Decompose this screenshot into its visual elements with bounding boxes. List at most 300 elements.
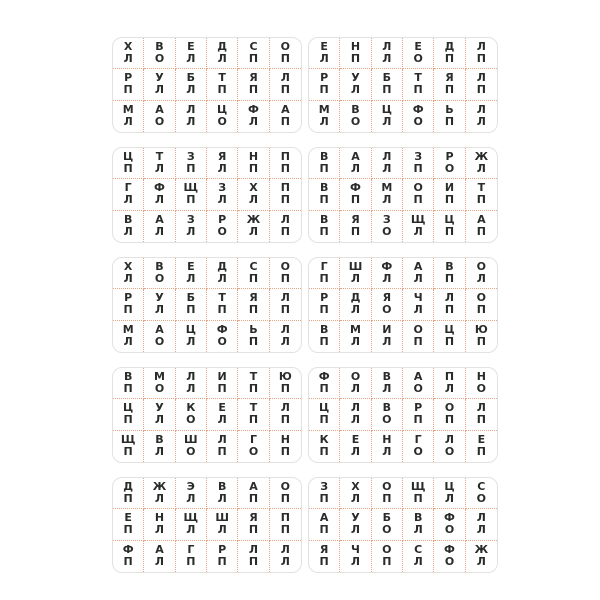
letter-bottom: Л	[154, 193, 165, 207]
letter-bottom: П	[382, 83, 392, 97]
letter-bottom: О	[154, 382, 165, 396]
letter-bottom: О	[413, 52, 423, 66]
letter-top: Ш	[215, 511, 229, 525]
letter-bottom: О	[186, 413, 196, 427]
letter-bottom: Л	[382, 52, 392, 66]
letter-cell	[113, 258, 144, 289]
letter-bottom: П	[319, 303, 329, 317]
letter-top: Р	[124, 71, 133, 85]
letter-bottom: Л	[217, 413, 227, 427]
letter-cell	[309, 289, 340, 320]
letter-top: Е	[124, 511, 132, 525]
letter-top: Ц	[123, 150, 134, 164]
letter-cell	[207, 509, 238, 540]
letter-cell	[340, 509, 371, 540]
letter-top: Х	[123, 40, 133, 54]
letter-cell	[340, 148, 371, 179]
letter-top: К	[319, 433, 329, 447]
letter-top: Л	[280, 213, 290, 227]
letter-bottom: Л	[413, 523, 423, 537]
letter-bottom: П	[319, 523, 329, 537]
letter-top: В	[217, 480, 227, 494]
letter-cell	[144, 211, 175, 242]
letter-top: В	[155, 260, 164, 274]
letter-top: Ф	[381, 260, 393, 274]
letter-bottom: Л	[413, 272, 423, 286]
letter-bottom: Л	[476, 162, 486, 176]
letter-cell	[403, 509, 434, 540]
letter-top: Л	[186, 370, 196, 384]
letter-bottom: Л	[123, 272, 133, 286]
letter-top: З	[414, 150, 423, 164]
letter-cell	[434, 148, 465, 179]
letter-cell	[372, 509, 403, 540]
letter-cell	[403, 289, 434, 320]
letter-cell	[113, 69, 144, 100]
letter-bottom: Л	[154, 523, 165, 537]
letter-cell	[434, 541, 465, 572]
letter-top: О	[413, 181, 423, 195]
letter-bottom: П	[248, 335, 259, 349]
letter-bottom: Л	[350, 83, 361, 97]
letter-cell	[144, 478, 175, 509]
letter-cell	[466, 148, 497, 179]
letter-top: Г	[249, 433, 257, 447]
letter-cell	[372, 321, 403, 352]
letter-top: Ж	[246, 213, 261, 227]
letter-top: Ц	[319, 401, 330, 415]
letter-top: А	[351, 150, 360, 164]
letter-top: Ю	[474, 323, 488, 337]
letter-bottom: П	[280, 445, 290, 459]
letter-cell	[270, 368, 301, 399]
letter-bottom: Л	[413, 225, 423, 239]
letter-bottom: Л	[186, 272, 196, 286]
letter-cell	[176, 101, 207, 132]
letter-cell	[372, 69, 403, 100]
letter-top: А	[477, 213, 486, 227]
letter-cell	[372, 101, 403, 132]
letter-cell	[176, 321, 207, 352]
letter-bottom: П	[123, 413, 133, 427]
letter-bottom: Л	[217, 272, 227, 286]
letter-bottom: П	[444, 52, 455, 66]
letter-top: О	[382, 480, 392, 494]
letter-cell	[176, 289, 207, 320]
letter-cell	[176, 258, 207, 289]
letter-cell	[270, 541, 301, 572]
letter-cell	[466, 368, 497, 399]
letter-bottom: Л	[476, 523, 486, 537]
letter-cell	[434, 289, 465, 320]
letter-bottom: Л	[123, 52, 133, 66]
letter-bottom: П	[319, 335, 329, 349]
letter-bottom: П	[280, 83, 290, 97]
letter-top: Б	[186, 291, 196, 305]
letter-bottom: П	[280, 382, 290, 396]
letter-bottom: П	[280, 303, 290, 317]
letter-cell	[144, 368, 175, 399]
letter-bottom: Л	[186, 52, 196, 66]
letter-top: Н	[248, 150, 259, 164]
letter-top: Л	[476, 71, 486, 85]
letter-bottom: П	[476, 413, 486, 427]
letter-top: Л	[248, 543, 259, 557]
letter-cell	[309, 478, 340, 509]
letter-top: Е	[351, 433, 360, 447]
letter-top: Ф	[248, 103, 259, 117]
letter-bottom: Л	[186, 83, 196, 97]
letter-top: Л	[280, 543, 290, 557]
letter-cell	[238, 38, 269, 69]
letter-cell	[434, 431, 465, 462]
letter-bottom: Л	[123, 335, 133, 349]
letter-cell	[238, 179, 269, 210]
letter-bottom: П	[476, 52, 486, 66]
letter-cell	[144, 38, 175, 69]
letter-cell	[466, 69, 497, 100]
letter-bottom: Л	[350, 413, 361, 427]
letter-cell	[434, 211, 465, 242]
letter-cell	[372, 541, 403, 572]
letter-cell	[270, 69, 301, 100]
letter-top: Т	[155, 150, 164, 164]
letter-cell	[372, 179, 403, 210]
letter-top: Ь	[249, 323, 258, 337]
letter-cell	[372, 478, 403, 509]
letter-cell	[434, 101, 465, 132]
letter-top: Щ	[410, 213, 426, 227]
letter-top: Щ	[120, 433, 136, 447]
letter-bottom: О	[444, 445, 455, 459]
letter-top: А	[155, 103, 164, 117]
letter-top: Г	[320, 260, 328, 274]
letter-cell	[113, 289, 144, 320]
letter-top: Б	[382, 511, 392, 525]
letter-cell	[372, 211, 403, 242]
letter-bottom: О	[382, 225, 392, 239]
letter-top: М	[122, 323, 134, 337]
letter-bottom: П	[476, 335, 486, 349]
letter-bottom: О	[248, 445, 259, 459]
letter-top: Г	[124, 181, 132, 195]
letter-top: Щ	[183, 511, 199, 525]
letter-cell	[176, 148, 207, 179]
letter-cell	[309, 321, 340, 352]
letter-top: В	[155, 433, 164, 447]
letter-cell	[309, 431, 340, 462]
letter-top: И	[217, 370, 227, 384]
letter-top: Р	[320, 291, 329, 305]
letter-bottom: П	[444, 225, 455, 239]
letter-top: Л	[280, 291, 290, 305]
letter-bottom: Л	[350, 555, 361, 569]
letter-cell	[238, 478, 269, 509]
letter-top: И	[444, 181, 455, 195]
letter-top: Ц	[217, 103, 228, 117]
letter-cell	[144, 541, 175, 572]
letter-top: Ш	[348, 260, 363, 274]
letter-bottom: П	[123, 492, 133, 506]
letter-top: М	[318, 103, 330, 117]
letter-cell	[270, 431, 301, 462]
letter-top: Н	[476, 370, 486, 384]
letter-top: У	[155, 71, 164, 85]
letter-bottom: Л	[186, 492, 196, 506]
letter-top: Л	[217, 433, 227, 447]
letter-bottom: О	[413, 382, 423, 396]
letter-cell	[403, 258, 434, 289]
letter-cell	[207, 289, 238, 320]
letter-top: Е	[414, 40, 422, 54]
letter-top: В	[382, 401, 392, 415]
letter-top: А	[319, 511, 329, 525]
letter-top: З	[186, 150, 195, 164]
letter-bottom: П	[280, 115, 290, 129]
letter-cell	[113, 38, 144, 69]
letter-top: В	[351, 103, 360, 117]
letter-bottom: Л	[413, 303, 423, 317]
letter-bottom: П	[476, 225, 486, 239]
letter-bottom: О	[413, 115, 423, 129]
letter-cell	[340, 478, 371, 509]
letter-cell	[270, 211, 301, 242]
letter-cell	[403, 368, 434, 399]
letter-cell	[270, 148, 301, 179]
letter-top: Я	[249, 511, 258, 525]
letter-cell	[434, 478, 465, 509]
letter-top: Л	[476, 40, 486, 54]
letter-cell	[270, 289, 301, 320]
letter-bottom: Л	[154, 83, 165, 97]
letter-bottom: П	[413, 492, 423, 506]
letter-cell	[207, 399, 238, 430]
letter-cell	[207, 321, 238, 352]
letter-top: Г	[414, 433, 422, 447]
letter-bottom: О	[382, 303, 392, 317]
letter-cell	[434, 69, 465, 100]
letter-cell	[113, 509, 144, 540]
letter-top: Ф	[318, 370, 330, 384]
letter-top: Ф	[444, 543, 455, 557]
letter-bottom: Л	[217, 52, 227, 66]
letter-cell	[466, 38, 497, 69]
letter-bottom: П	[444, 272, 455, 286]
letter-cell	[207, 478, 238, 509]
letter-cell	[372, 258, 403, 289]
letter-cell	[466, 289, 497, 320]
letter-cell	[238, 431, 269, 462]
letter-cell	[176, 69, 207, 100]
letter-bottom: П	[123, 83, 133, 97]
letter-top: В	[413, 511, 423, 525]
letter-top: Я	[351, 213, 360, 227]
letter-bottom: П	[186, 303, 196, 317]
letter-bottom: П	[248, 523, 259, 537]
letter-top: Д	[217, 40, 228, 54]
letter-bottom: П	[382, 492, 392, 506]
letter-top: Р	[414, 401, 423, 415]
letter-cell	[176, 509, 207, 540]
letter-top: Л	[280, 401, 290, 415]
letter-bottom: Л	[350, 303, 361, 317]
letter-top: В	[319, 150, 329, 164]
letter-bottom: П	[319, 83, 329, 97]
letter-bottom: Л	[476, 115, 486, 129]
letter-cell	[144, 431, 175, 462]
letter-top: О	[413, 323, 423, 337]
letter-cell	[309, 38, 340, 69]
letter-bottom: П	[413, 83, 423, 97]
letter-cell	[113, 101, 144, 132]
letter-top: Х	[123, 260, 133, 274]
letter-cell	[238, 148, 269, 179]
letter-cell	[144, 69, 175, 100]
letter-cell	[176, 38, 207, 69]
letter-cell	[270, 478, 301, 509]
letter-bottom: П	[350, 193, 361, 207]
letter-bottom: Л	[444, 492, 455, 506]
letter-bottom: Л	[382, 193, 392, 207]
letter-bottom: Л	[217, 492, 227, 506]
letter-card	[112, 477, 302, 573]
letter-top: Ф	[154, 181, 165, 195]
letter-bottom: П	[217, 83, 227, 97]
letter-cell	[207, 258, 238, 289]
letter-bottom: П	[413, 193, 423, 207]
letter-cell	[372, 289, 403, 320]
letter-top: В	[123, 213, 133, 227]
letter-bottom: П	[319, 445, 329, 459]
letter-top: Е	[187, 40, 195, 54]
letter-cell	[113, 431, 144, 462]
letter-cell	[238, 289, 269, 320]
letter-cell	[238, 368, 269, 399]
letter-top: М	[381, 181, 393, 195]
letter-bottom: Л	[382, 272, 392, 286]
letter-cell	[144, 101, 175, 132]
letter-top: У	[155, 291, 164, 305]
letter-cell	[144, 321, 175, 352]
letter-cell	[372, 431, 403, 462]
letter-bottom: Л	[413, 555, 423, 569]
letter-top: Е	[477, 433, 486, 447]
letter-bottom: Л	[280, 335, 290, 349]
letter-top: А	[249, 480, 258, 494]
letter-cell	[113, 211, 144, 242]
letter-cell	[238, 399, 269, 430]
letter-top: О	[280, 480, 290, 494]
letter-card	[112, 147, 302, 243]
letter-top: Т	[249, 370, 258, 384]
letter-bottom: П	[319, 193, 329, 207]
letter-cell	[466, 478, 497, 509]
letter-bottom: Л	[123, 193, 133, 207]
letter-bottom: П	[319, 413, 329, 427]
letter-bottom: П	[382, 555, 392, 569]
letter-top: Д	[350, 291, 361, 305]
letter-bottom: П	[248, 555, 259, 569]
letter-top: З	[186, 213, 195, 227]
letter-top: Т	[218, 71, 226, 85]
letter-top: Ч	[413, 291, 423, 305]
letter-top: У	[351, 511, 360, 525]
letter-bottom: П	[319, 555, 329, 569]
letter-top: Л	[280, 323, 290, 337]
letter-top: Р	[218, 543, 227, 557]
letter-cell	[466, 258, 497, 289]
letter-cell	[340, 211, 371, 242]
letter-cell	[466, 211, 497, 242]
letter-bottom: П	[123, 162, 133, 176]
letter-top: А	[155, 543, 164, 557]
letter-cell	[113, 179, 144, 210]
letter-top: Ж	[152, 480, 167, 494]
letter-top: П	[444, 370, 455, 384]
letter-cell	[238, 258, 269, 289]
letter-top: О	[444, 401, 455, 415]
letter-cell	[113, 478, 144, 509]
letter-bottom: Л	[350, 335, 361, 349]
letter-cell	[466, 541, 497, 572]
letter-cell	[207, 368, 238, 399]
letter-top: Н	[154, 511, 165, 525]
letter-top: А	[413, 370, 423, 384]
letter-bottom: П	[123, 303, 133, 317]
letter-bottom: П	[248, 162, 259, 176]
letter-card	[308, 367, 498, 463]
letter-bottom: П	[248, 492, 259, 506]
letter-top: Ж	[474, 150, 489, 164]
letter-cell	[372, 399, 403, 430]
letter-bottom: П	[280, 413, 290, 427]
letter-bottom: О	[154, 272, 165, 286]
letter-top: Л	[280, 71, 290, 85]
letter-bottom: Л	[217, 162, 227, 176]
letter-cell	[238, 211, 269, 242]
letter-top: О	[476, 260, 486, 274]
letter-top: Л	[444, 433, 455, 447]
letter-top: Д	[123, 480, 134, 494]
letter-cell	[270, 101, 301, 132]
letter-top: А	[413, 260, 423, 274]
letter-cell	[403, 541, 434, 572]
letter-top: П	[280, 150, 290, 164]
letter-bottom: П	[280, 162, 290, 176]
letter-bottom: Л	[350, 445, 361, 459]
letter-cell	[340, 289, 371, 320]
letter-cell	[176, 478, 207, 509]
letter-card	[112, 37, 302, 133]
letter-bottom: Л	[382, 445, 392, 459]
letter-cell	[340, 179, 371, 210]
letter-top: Л	[382, 40, 392, 54]
letter-cell	[238, 509, 269, 540]
letter-cell	[207, 101, 238, 132]
letter-top: С	[414, 543, 423, 557]
letter-top: Т	[477, 181, 486, 195]
letter-top: Я	[319, 543, 329, 557]
letter-cell	[309, 179, 340, 210]
letter-top: Е	[187, 260, 195, 274]
letter-top: У	[155, 401, 164, 415]
letter-bottom: П	[319, 272, 329, 286]
letter-bottom: О	[444, 523, 455, 537]
letter-bottom: О	[444, 555, 455, 569]
letter-top: Ц	[381, 103, 392, 117]
letter-top: Л	[382, 150, 392, 164]
letter-bottom: Л	[248, 193, 259, 207]
